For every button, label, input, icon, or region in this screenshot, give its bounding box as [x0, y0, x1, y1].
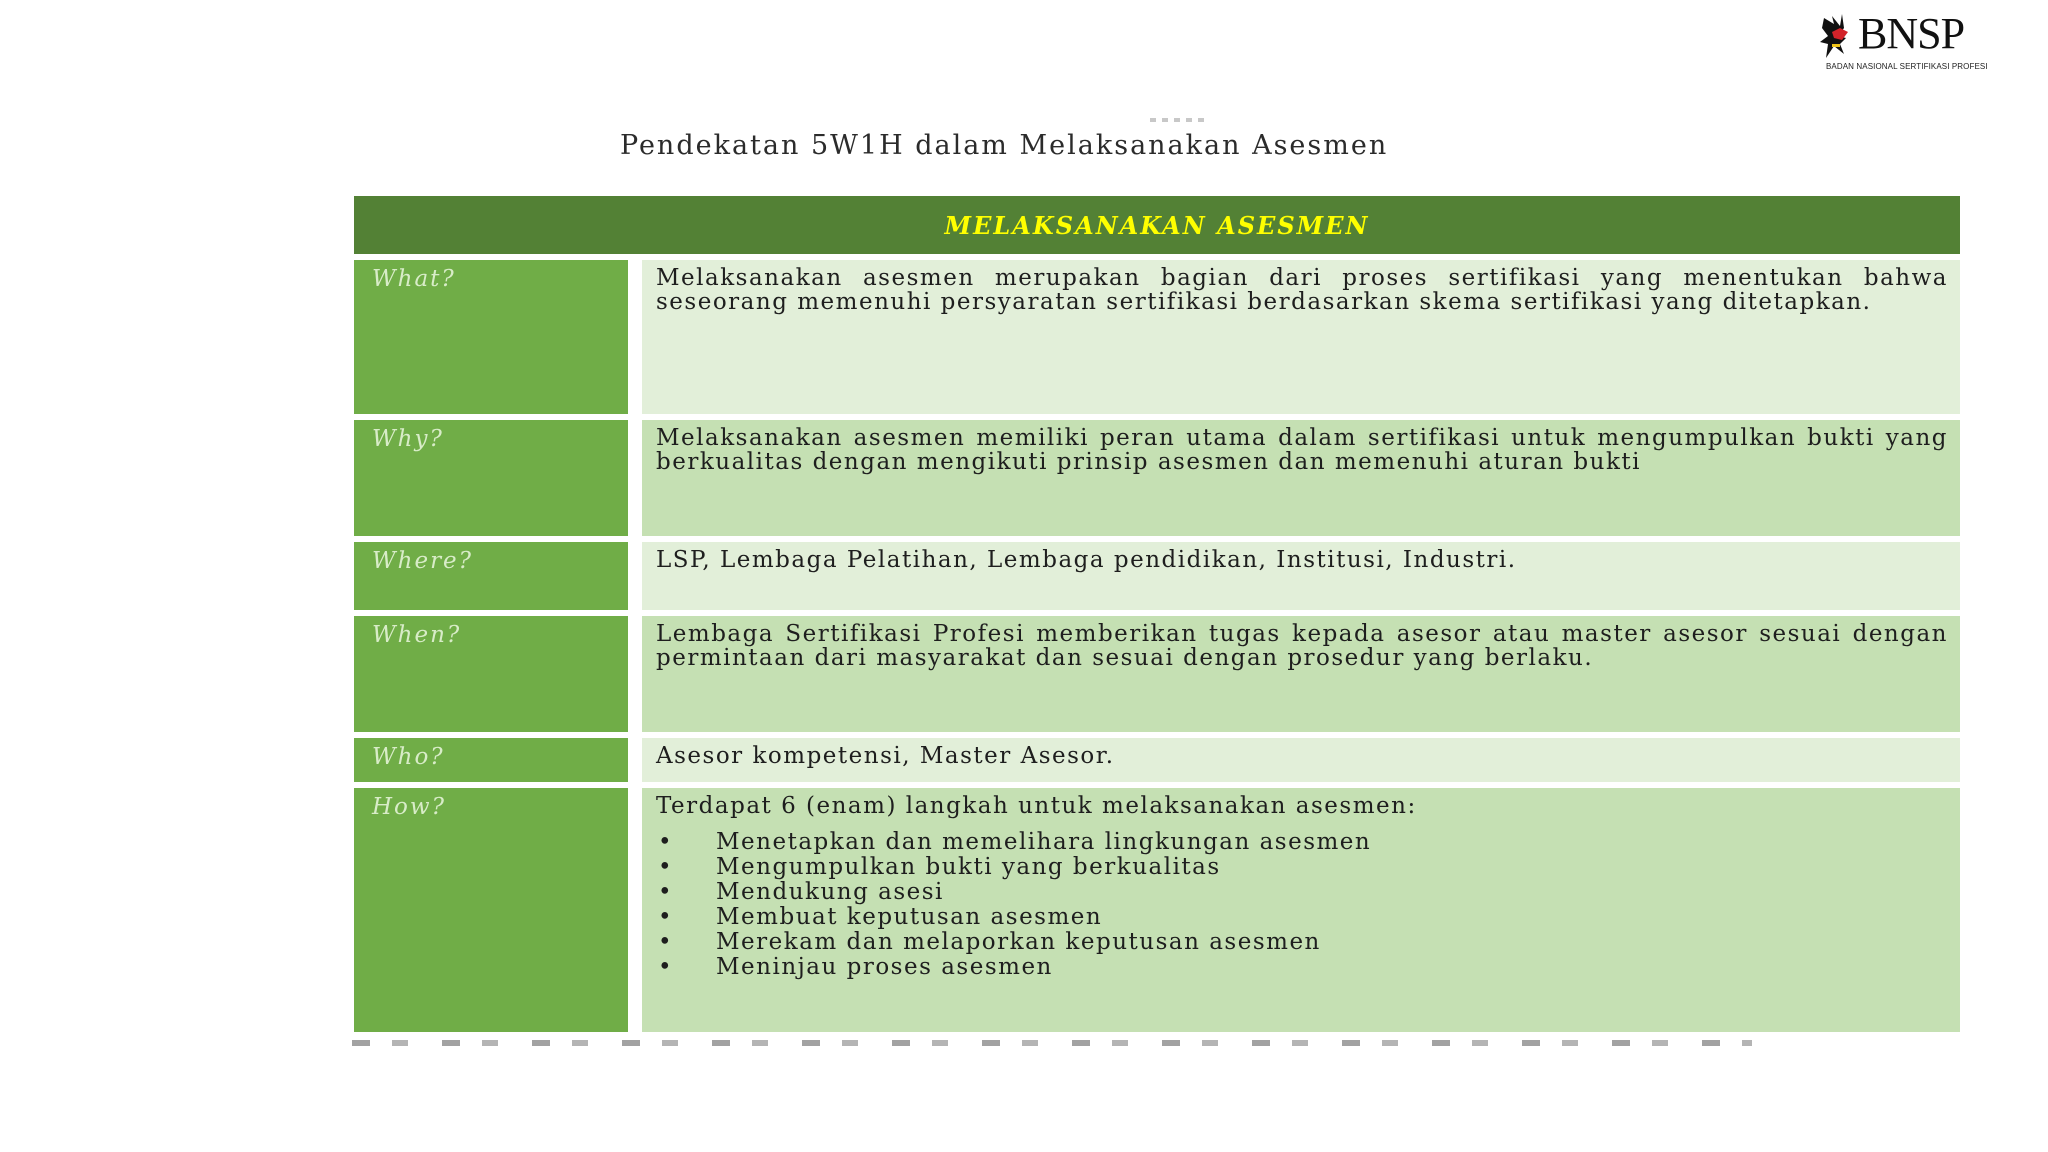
list-item: • Mendukung asesi	[658, 879, 944, 905]
row-label-who: Who?	[354, 738, 628, 782]
page-title: Pendekatan 5W1H dalam Melaksanakan Asesmen	[620, 130, 1389, 161]
row-text-what: Melaksanakan asesmen merupakan bagian dari proses sertifikasi yang menentukan bahwa seseorang memenuhi persyaratan sertifikasi berdasarkan skema sertifikasi yang ditetapkan.	[642, 260, 1960, 414]
garuda-icon	[1818, 14, 1856, 60]
table-header-label: MELAKSANAKAN ASESMEN	[944, 210, 1370, 240]
table-header	[354, 196, 1960, 254]
5w1h-table	[354, 196, 1960, 1038]
row-label-where: Where?	[354, 542, 628, 610]
table-row-what	[354, 260, 1960, 414]
list-item: • Meninjau proses asesmen	[658, 954, 1053, 980]
row-text-who: Asesor kompetensi, Master Asesor.	[642, 738, 1960, 782]
logo-wordmark: BNSP	[1858, 9, 1965, 58]
row-label-what: What?	[354, 260, 628, 414]
row-label-when: When?	[354, 616, 628, 732]
list-item: • Menetapkan dan memelihara lingkungan asesmen	[658, 829, 1372, 855]
table-row-who	[354, 738, 1960, 782]
list-item: • Merekam dan melaporkan keputusan asesmen	[658, 929, 1321, 955]
row-label-how: How?	[354, 788, 628, 1032]
row-text-when: Lembaga Sertifikasi Profesi memberikan tugas kepada asesor atau master asesor sesuai dengan permintaan dari masyarakat dan sesuai dengan prosedur yang berlaku.	[642, 616, 1960, 732]
list-item: • Mengumpulkan bukti yang berkualitas	[658, 854, 1221, 880]
faded-text-remnant	[1150, 118, 1210, 122]
logo-subtitle: BADAN NASIONAL SERTIFIKASI PROFESI	[1826, 62, 1988, 71]
faded-text-remnant-bottom	[352, 1040, 1752, 1046]
row-label-why: Why?	[354, 420, 628, 536]
bnsp-logo	[1818, 8, 1988, 70]
how-steps-list	[656, 830, 1948, 980]
table-row-why	[354, 420, 1960, 536]
table-row-where	[354, 542, 1960, 610]
table-row-when	[354, 616, 1960, 732]
row-text-why: Melaksanakan asesmen memiliki peran utama dalam sertifikasi untuk mengumpulkan bukti yang berkualitas dengan mengikuti prinsip asesmen dan memenuhi aturan bukti	[642, 420, 1960, 536]
how-intro: Terdapat 6 (enam) langkah untuk melaksanakan asesmen:	[656, 793, 1417, 819]
row-text-where: LSP, Lembaga Pelatihan, Lembaga pendidikan, Institusi, Industri.	[642, 542, 1960, 610]
list-item: • Membuat keputusan asesmen	[658, 904, 1103, 930]
row-text-how	[642, 788, 1960, 1032]
table-row-how	[354, 788, 1960, 1032]
